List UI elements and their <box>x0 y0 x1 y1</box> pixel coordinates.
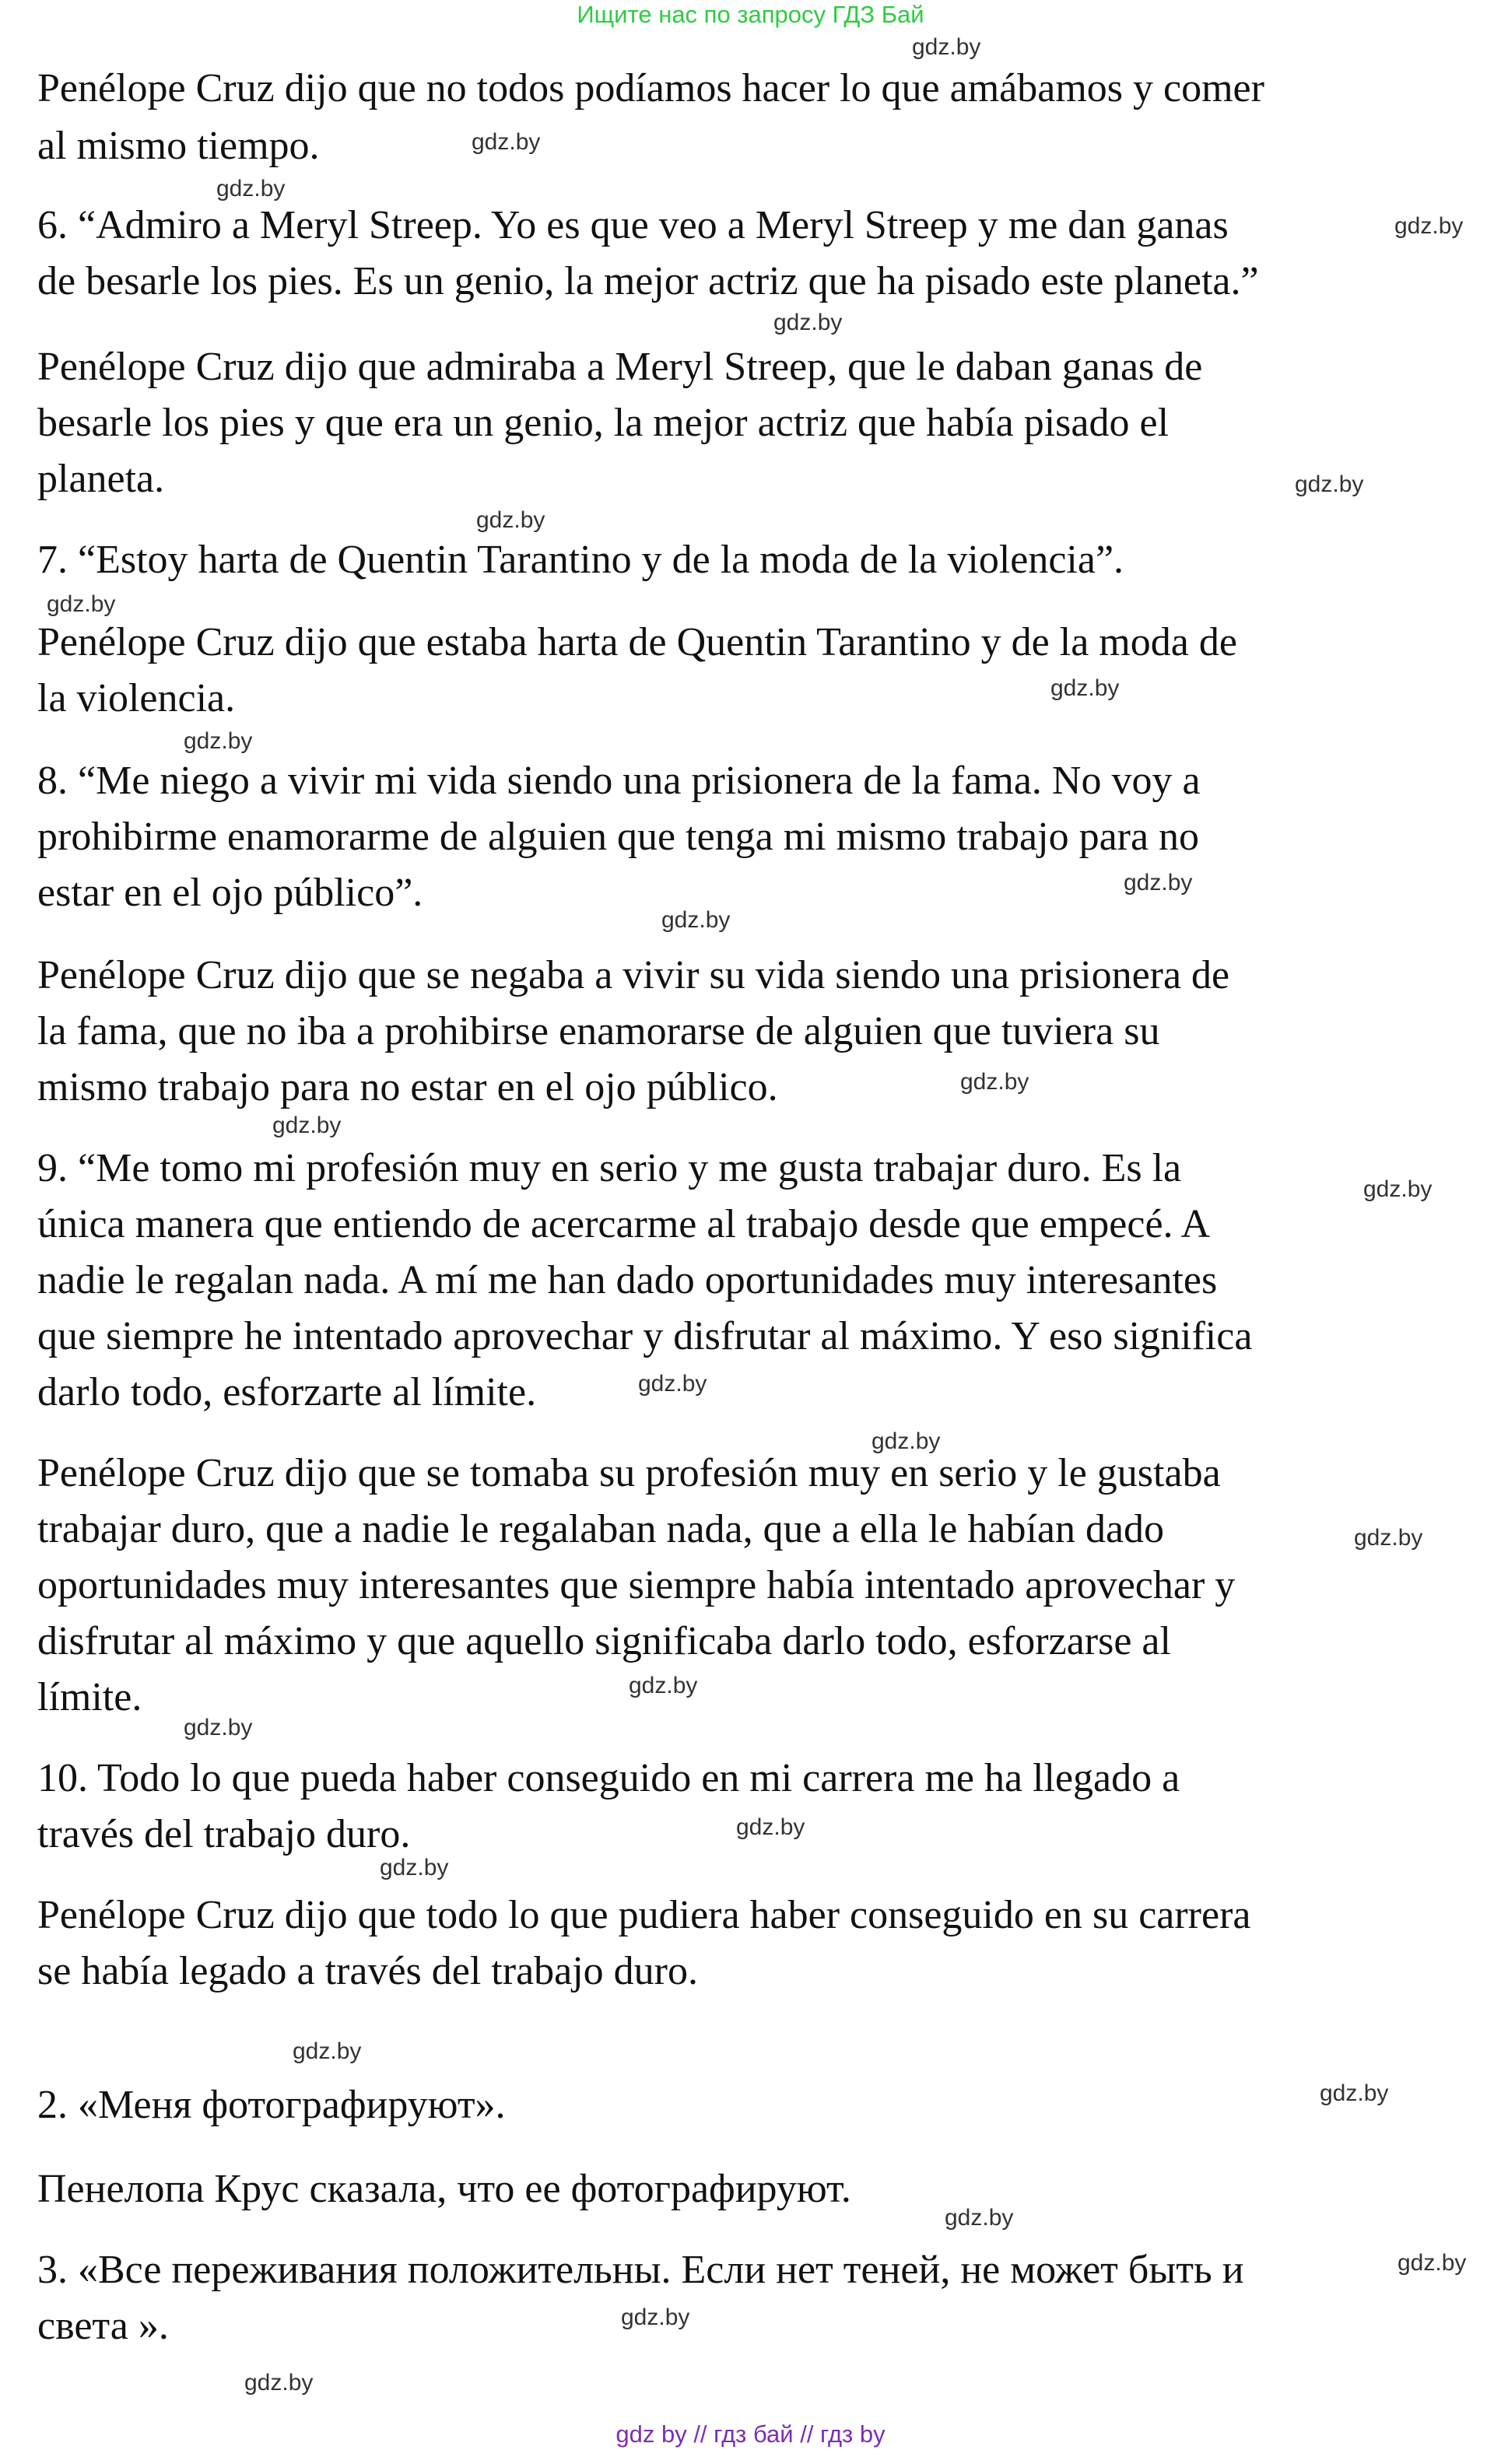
text-line: Пенелопа Крус сказала, что ее фотографируют. <box>37 2167 851 2211</box>
watermark: gdz.by <box>1363 1176 1433 1202</box>
text-line: 3. «Все переживания положительны. Если нет теней, не может быть и <box>37 2248 1244 2292</box>
watermark: gdz.by <box>47 591 116 617</box>
text-line: prohibirme enamorarme de alguien que tenga mi mismo trabajo para no <box>37 815 1200 859</box>
text-line: Penélope Cruz dijo que admiraba a Meryl Streep, que le daban ganas de <box>37 345 1203 389</box>
watermark: gdz.by <box>1295 471 1364 497</box>
watermark: gdz.by <box>1354 1525 1423 1551</box>
text-line: de besarle los pies. Es un genio, la mejor actriz que ha pisado este planeta.” <box>37 259 1259 303</box>
top-banner: Ищите нас по запросу ГДЗ Бай <box>577 1 924 28</box>
watermark: gdz.by <box>638 1371 707 1397</box>
watermark: gdz.by <box>184 1715 253 1740</box>
text-line: disfrutar al máximo y que aquello significaba darlo todo, esforzarse al <box>37 1619 1171 1663</box>
watermark: gdz.by <box>1394 213 1464 239</box>
text-line: 10. Todo lo que pueda haber conseguido en mi carrera me ha llegado a <box>37 1756 1180 1800</box>
watermark: gdz.by <box>472 129 541 155</box>
watermark: gdz.by <box>1124 870 1193 896</box>
text-line: Penélope Cruz dijo que estaba harta de Quentin Tarantino y de la moda de <box>37 620 1237 664</box>
text-line: la violencia. <box>37 676 236 720</box>
text-line: límite. <box>37 1675 142 1719</box>
watermark: gdz.by <box>773 310 843 335</box>
watermark: gdz.by <box>272 1113 342 1138</box>
text-line: Penélope Cruz dijo que se tomaba su profesión muy en serio y le gustaba <box>37 1451 1221 1495</box>
text-line: Penélope Cruz dijo que se negaba a vivir su vida siendo una prisionera de <box>37 953 1230 997</box>
text-line: la fama, que no iba a prohibirse enamorarse de alguien que tuviera su <box>37 1009 1160 1053</box>
watermark: gdz.by <box>661 907 731 933</box>
text-line: 8. “Me niego a vivir mi vida siendo una prisionera de la fama. No voy a <box>37 759 1201 803</box>
watermark: gdz.by <box>293 2038 362 2064</box>
watermark: gdz.by <box>629 1673 698 1698</box>
watermark: gdz.by <box>1398 2250 1467 2276</box>
text-line: única manera que entiendo de acercarme al trabajo desde que empecé. A <box>37 1202 1211 1246</box>
text-line: Penélope Cruz dijo que no todos podíamos hacer lo que amábamos y comer <box>37 66 1264 110</box>
text-line: 6. “Admiro a Meryl Streep. Yo es que veo a Meryl Streep y me dan ganas <box>37 203 1229 247</box>
text-line: al mismo tiempo. <box>37 124 320 168</box>
text-line: oportunidades muy interesantes que siempre había intentado aprovechar y <box>37 1563 1236 1607</box>
watermark: gdz.by <box>380 1855 449 1880</box>
text-line: que siempre he intentado aprovechar y disfrutar al máximo. Y eso significa <box>37 1314 1253 1358</box>
watermark: gdz.by <box>945 2205 1014 2231</box>
text-line: planeta. <box>37 457 165 501</box>
watermark: gdz.by <box>184 728 253 754</box>
watermark: gdz.by <box>736 1814 805 1840</box>
watermark: gdz.by <box>244 2370 314 2396</box>
watermark: gdz.by <box>1050 675 1120 701</box>
watermark: gdz.by <box>960 1069 1029 1095</box>
watermark: gdz.by <box>912 34 981 60</box>
text-line: estar en el ojo público”. <box>37 871 423 915</box>
text-line: través del trabajo duro. <box>37 1812 411 1856</box>
watermark: gdz.by <box>476 507 545 533</box>
text-line: mismo trabajo para no estar en el ojo público. <box>37 1065 778 1109</box>
text-line: 2. «Меня фотографируют». <box>37 2083 506 2127</box>
text-line: se había legado a través del trabajo duro. <box>37 1949 698 1993</box>
text-line: света ». <box>37 2304 169 2348</box>
text-line: 9. “Me tomo mi profesión muy en serio y me gusta trabajar duro. Es la <box>37 1146 1182 1190</box>
text-line: Penélope Cruz dijo que todo lo que pudiera haber conseguido en su carrera <box>37 1893 1251 1937</box>
footer-links[interactable]: gdz by // гдз бай // гдз by <box>615 2420 886 2448</box>
text-line: nadie le regalan nada. A mí me han dado oportunidades muy interesantes <box>37 1258 1218 1302</box>
text-line: 7. “Estoy harta de Quentin Tarantino y de la moda de la violencia”. <box>37 538 1124 582</box>
text-line: besarle los pies y que era un genio, la mejor actriz que había pisado el <box>37 401 1170 445</box>
watermark: gdz.by <box>621 2305 690 2330</box>
watermark: gdz.by <box>1320 2080 1389 2106</box>
text-line: darlo todo, esforzarte al límite. <box>37 1370 537 1414</box>
watermark: gdz.by <box>871 1428 941 1454</box>
watermark: gdz.by <box>216 176 286 202</box>
text-line: trabajar duro, que a nadie le regalaban nada, que a ella le habían dado <box>37 1507 1165 1551</box>
